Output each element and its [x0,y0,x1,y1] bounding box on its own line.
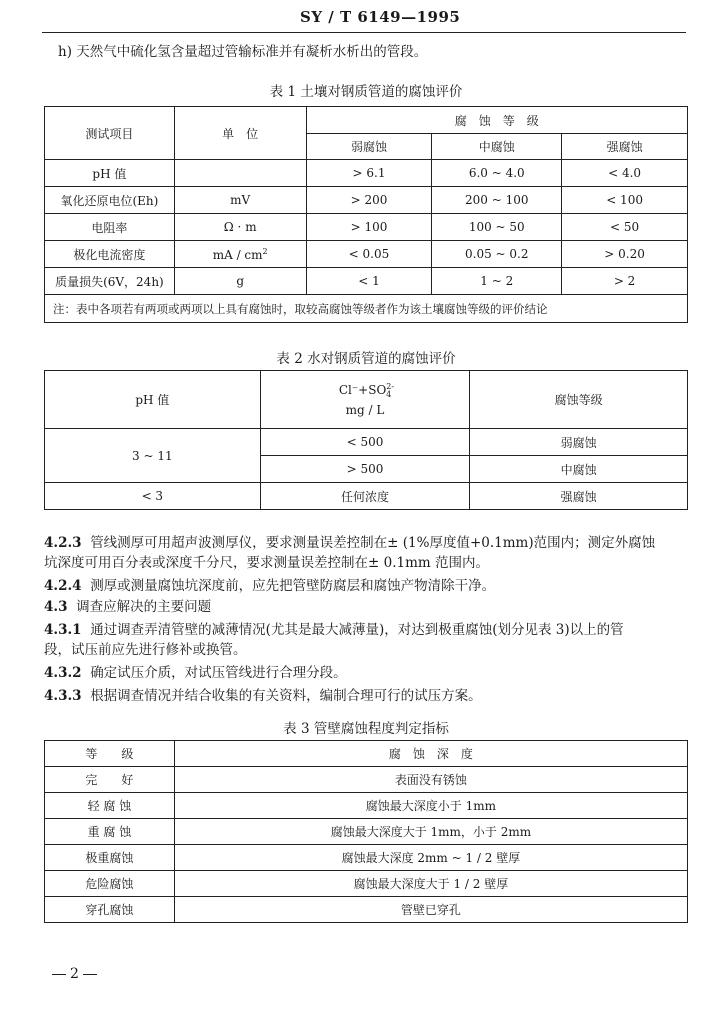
section-4-3-2 [44,663,688,683]
table1-note: 注：表中各项若有两项或两项以上具有腐蚀时，取较高腐蚀等级者作为该土壤腐蚀等级的评价结论 [45,295,688,323]
table1-grade-strong: 强腐蚀 [562,134,688,160]
table1-caption: 表 1 土壤对钢质管道的腐蚀评价 [269,84,463,100]
section-text: 测厚或测量腐蚀坑深度前，应先把管壁防腐层和腐蚀产物清除干净。 [90,578,496,594]
cell-unit: mV [174,187,306,214]
cell-grade: 穿孔腐蚀 [45,897,175,923]
cell-ph: 3 ~ 11 [45,429,261,483]
table-row [45,268,688,295]
ion-main: Cl⁻+SO [338,382,387,397]
header-rule [42,32,686,33]
cell-ion: < 500 [260,429,470,456]
section-4-2-4 [44,576,688,596]
section-text: 通过调查弄清管壁的减薄情况(尤其是最大减薄量)，对达到极重腐蚀(划分见表 3)以上的管 [90,622,624,638]
table1-header-grade: 腐 蚀 等 级 [306,107,687,134]
table2-water-corrosion [44,370,688,510]
table1-grade-weak: 弱腐蚀 [306,134,432,160]
cell-grade: 极重腐蚀 [45,845,175,871]
cell-depth: 腐蚀最大深度 2mm ~ 1 / 2 壁厚 [174,845,687,871]
table1-header-unit: 单 位 [174,107,306,160]
table-row [45,845,688,871]
section-4-3 [44,597,688,617]
cell-unit: Ω · m [174,214,306,241]
intro-line: h) 天然气中硫化氢含量超过管输标准并有凝析水析出的管段。 [58,44,428,60]
section-number: 4.3.2 [44,665,82,681]
cell-medium: 200 ~ 100 [432,187,562,214]
section-text: 根据调查情况并结合收集的有关资料，编制合理可行的试压方案。 [90,688,482,704]
table-row [45,241,688,268]
dash-right [83,974,97,975]
unit-text: mA / cm [212,247,263,262]
cell-medium: 6.0 ~ 4.0 [432,160,562,187]
page-number [48,966,101,982]
table3-caption: 表 3 管壁腐蚀程度判定指标 [283,721,449,737]
cell-grade: 轻 腐 蚀 [45,793,175,819]
cell-depth: 腐蚀最大深度大于 1 / 2 壁厚 [174,871,687,897]
cell-ph: < 3 [45,483,261,510]
cell-item: 电阻率 [45,214,175,241]
unit-superscript: 2 [262,246,268,256]
table1-grade-medium: 中腐蚀 [432,134,562,160]
table2-header-ph: pH 值 [45,371,261,429]
cell-medium: 0.05 ~ 0.2 [432,241,562,268]
table2-header-grade: 腐蚀等级 [470,371,688,429]
cell-ion: 任何浓度 [260,483,470,510]
cell-item: 氧化还原电位(Eh) [45,187,175,214]
section-4-2-3 [44,533,688,573]
section-number: 4.3.1 [44,622,82,638]
standard-number: SY / T 6149—1995 [300,8,461,26]
table1-header-item: 测试项目 [45,107,175,160]
ion-sup: 2- [386,381,395,391]
cell-grade: 弱腐蚀 [470,429,688,456]
cell-weak: > 100 [306,214,432,241]
cell-depth: 腐蚀最大深度小于 1mm [174,793,687,819]
table2-header-ion [260,371,470,429]
cell-grade: 中腐蚀 [470,456,688,483]
table-row [45,897,688,923]
section-4-3-1 [44,620,688,660]
section-number: 4.2.4 [44,578,82,594]
cell-depth: 表面没有锈蚀 [174,767,687,793]
cell-strong: < 4.0 [562,160,688,187]
ion-sub: 4 [386,390,392,400]
table1-soil-corrosion [44,106,688,323]
cell-item: 质量损失(6V，24h) [45,268,175,295]
cell-depth: 管壁已穿孔 [174,897,687,923]
cell-unit [174,241,306,268]
cell-strong: < 100 [562,187,688,214]
cell-item: pH 值 [45,160,175,187]
page-number-value: 2 [70,966,79,982]
dash-left [52,974,66,975]
table-row [45,767,688,793]
cell-grade: 完 好 [45,767,175,793]
table3-header-grade: 等 级 [45,741,175,767]
table3-wall-corrosion [44,740,688,923]
cell-weak: < 1 [306,268,432,295]
ion-formula [263,382,468,399]
section-text: 管线测厚可用超声波测厚仪，要求测量误差控制在± (1%厚度值+0.1mm)范围内；测定外腐蚀 [90,535,656,551]
cell-strong: > 2 [562,268,688,295]
cell-ion: > 500 [260,456,470,483]
cell-item: 极化电流密度 [45,241,175,268]
cell-medium: 1 ~ 2 [432,268,562,295]
section-number: 4.3.3 [44,688,82,704]
table-row [45,483,688,510]
cell-weak: < 0.05 [306,241,432,268]
table-row [45,871,688,897]
section-text: 调查应解决的主要问题 [76,599,212,615]
table-row [45,160,688,187]
table-row [45,819,688,845]
table-row [45,793,688,819]
table-row [45,187,688,214]
cell-grade: 危险腐蚀 [45,871,175,897]
cell-strong: > 0.20 [562,241,688,268]
cell-unit [174,160,306,187]
table3-header-depth: 腐 蚀 深 度 [174,741,687,767]
section-text-cont: 段，试压前应先进行修补或换管。 [44,642,247,658]
cell-grade: 强腐蚀 [470,483,688,510]
cell-unit: g [174,268,306,295]
ion-unit: mg / L [345,403,385,418]
table-row [45,214,688,241]
cell-weak: > 200 [306,187,432,214]
cell-grade: 重 腐 蚀 [45,819,175,845]
section-text: 确定试压介质，对试压管线进行合理分段。 [90,665,347,681]
cell-strong: < 50 [562,214,688,241]
cell-depth: 腐蚀最大深度大于 1mm，小于 2mm [174,819,687,845]
cell-weak: > 6.1 [306,160,432,187]
cell-medium: 100 ~ 50 [432,214,562,241]
section-text-cont: 坑深度可用百分表或深度千分尺，要求测量误差控制在± 0.1mm 范围内。 [44,555,489,571]
section-number: 4.2.3 [44,535,82,551]
section-4-3-3 [44,686,688,706]
section-number: 4.3 [44,599,68,615]
table2-caption: 表 2 水对钢质管道的腐蚀评价 [276,351,456,367]
table-row [45,429,688,456]
